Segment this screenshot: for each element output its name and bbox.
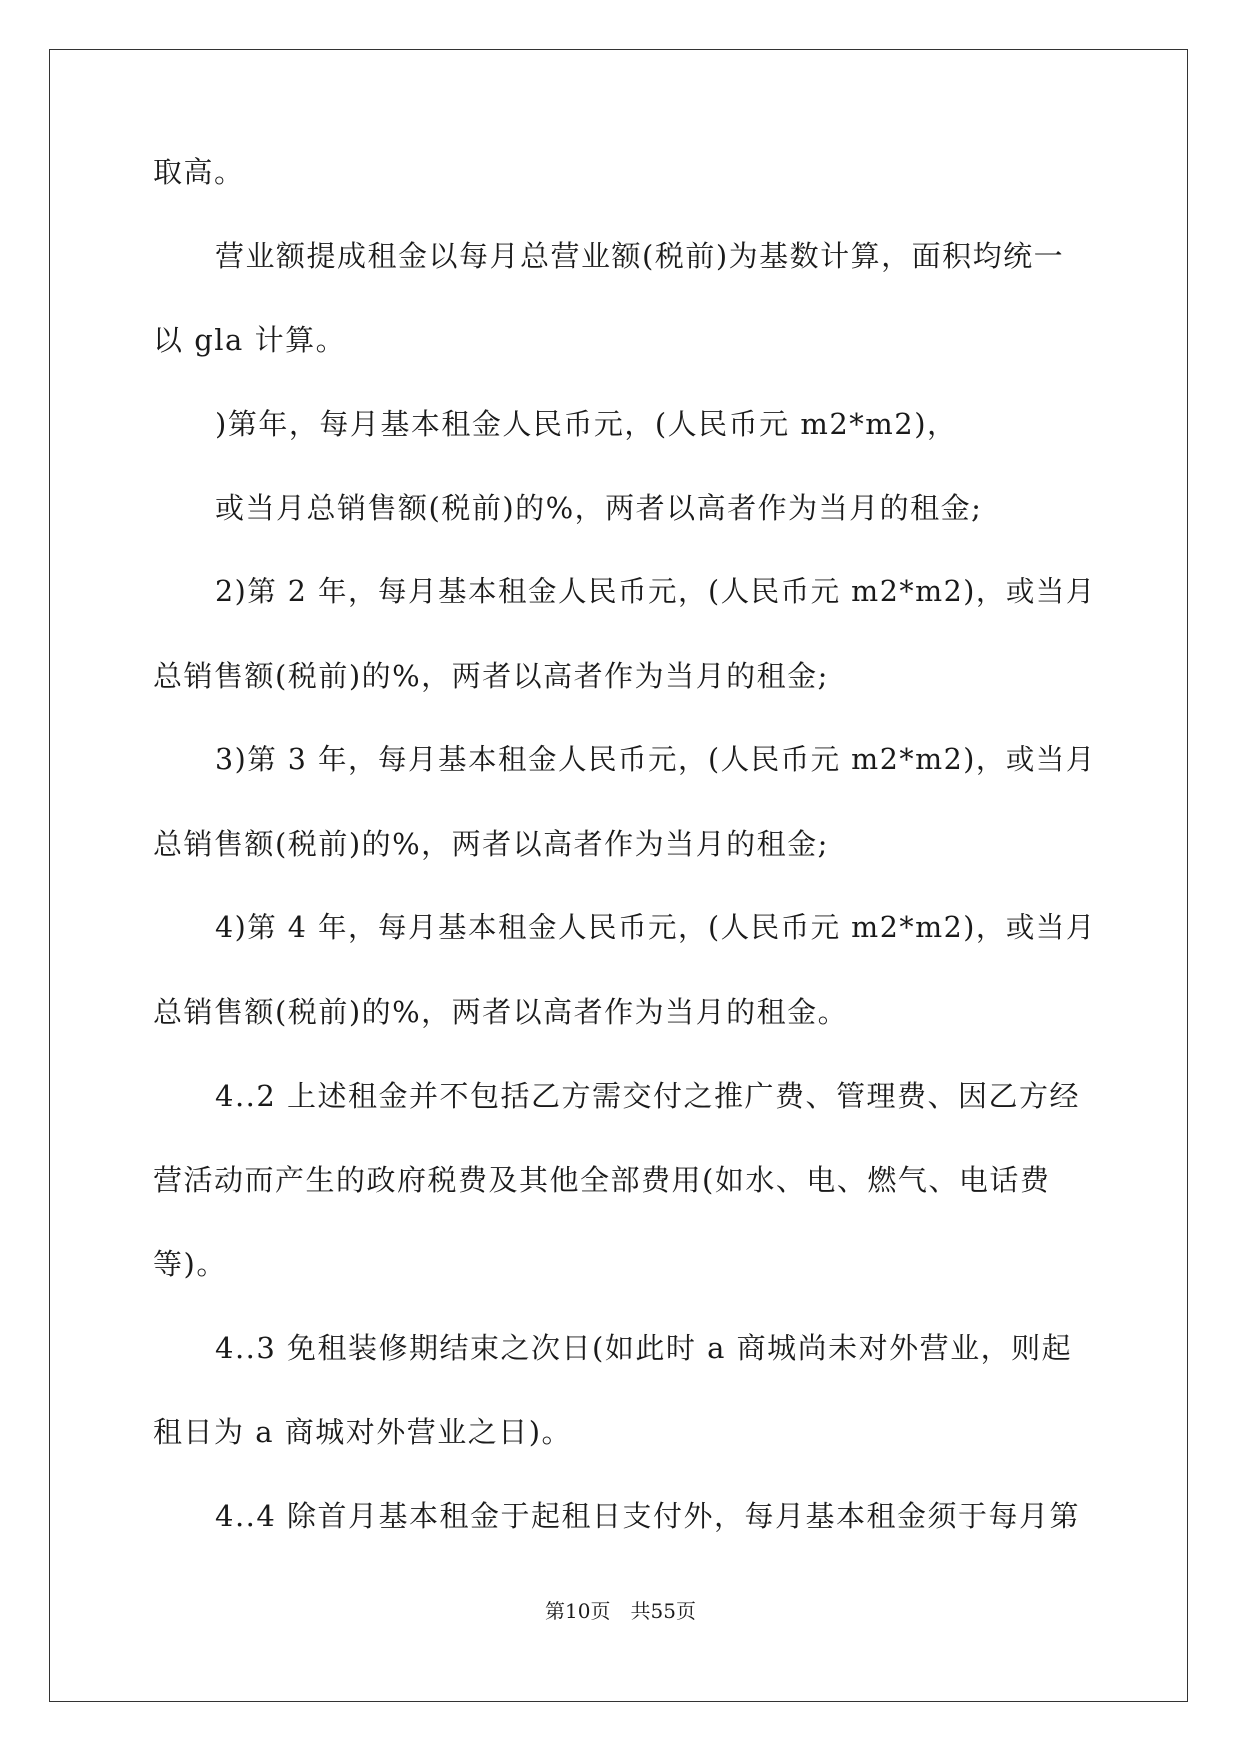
text-line: 取高。 bbox=[153, 155, 245, 189]
text-line: 4..3 免租装修期结束之次日(如此时 a 商城尚未对外营业，则起 bbox=[215, 1331, 1073, 1365]
text-line: 营活动而产生的政府税费及其他全部费用(如水、电、燃气、电话费 bbox=[153, 1163, 1051, 1197]
text-line: 4)第 4 年，每月基本租金人民币元，(人民币元 m2*m2)，或当月 bbox=[215, 911, 1096, 944]
text-line: 营业额提成租金以每月总营业额(税前)为基数计算，面积均统一 bbox=[215, 239, 1065, 273]
total-page-count: 共55页 bbox=[630, 1599, 696, 1623]
text-line: 以 gla 计算。 bbox=[153, 323, 347, 357]
text-line: 4..4 除首月基本租金于起租日支付外，每月基本租金须于每月第 bbox=[215, 1499, 1081, 1533]
text-line: 4..2 上述租金并不包括乙方需交付之推广费、管理费、因乙方经 bbox=[215, 1079, 1081, 1113]
text-line: 3)第 3 年，每月基本租金人民币元，(人民币元 m2*m2)，或当月 bbox=[215, 743, 1096, 776]
text-line: 2)第 2 年，每月基本租金人民币元，(人民币元 m2*m2)，或当月 bbox=[215, 575, 1096, 608]
text-line: )第年，每月基本租金人民币元，(人民币元 m2*m2)， bbox=[215, 407, 958, 441]
text-line: 租日为 a 商城对外营业之日)。 bbox=[153, 1415, 573, 1449]
text-line: 总销售额(税前)的%，两者以高者作为当月的租金; bbox=[153, 827, 829, 861]
current-page-number: 第10页 bbox=[545, 1599, 611, 1623]
page-border bbox=[49, 49, 1188, 1702]
text-line: 等)。 bbox=[153, 1247, 227, 1281]
page-footer bbox=[0, 1597, 1241, 1625]
text-line: 总销售额(税前)的%，两者以高者作为当月的租金。 bbox=[153, 995, 849, 1029]
text-line: 或当月总销售额(税前)的%，两者以高者作为当月的租金; bbox=[215, 491, 983, 525]
text-line: 总销售额(税前)的%，两者以高者作为当月的租金; bbox=[153, 659, 829, 693]
